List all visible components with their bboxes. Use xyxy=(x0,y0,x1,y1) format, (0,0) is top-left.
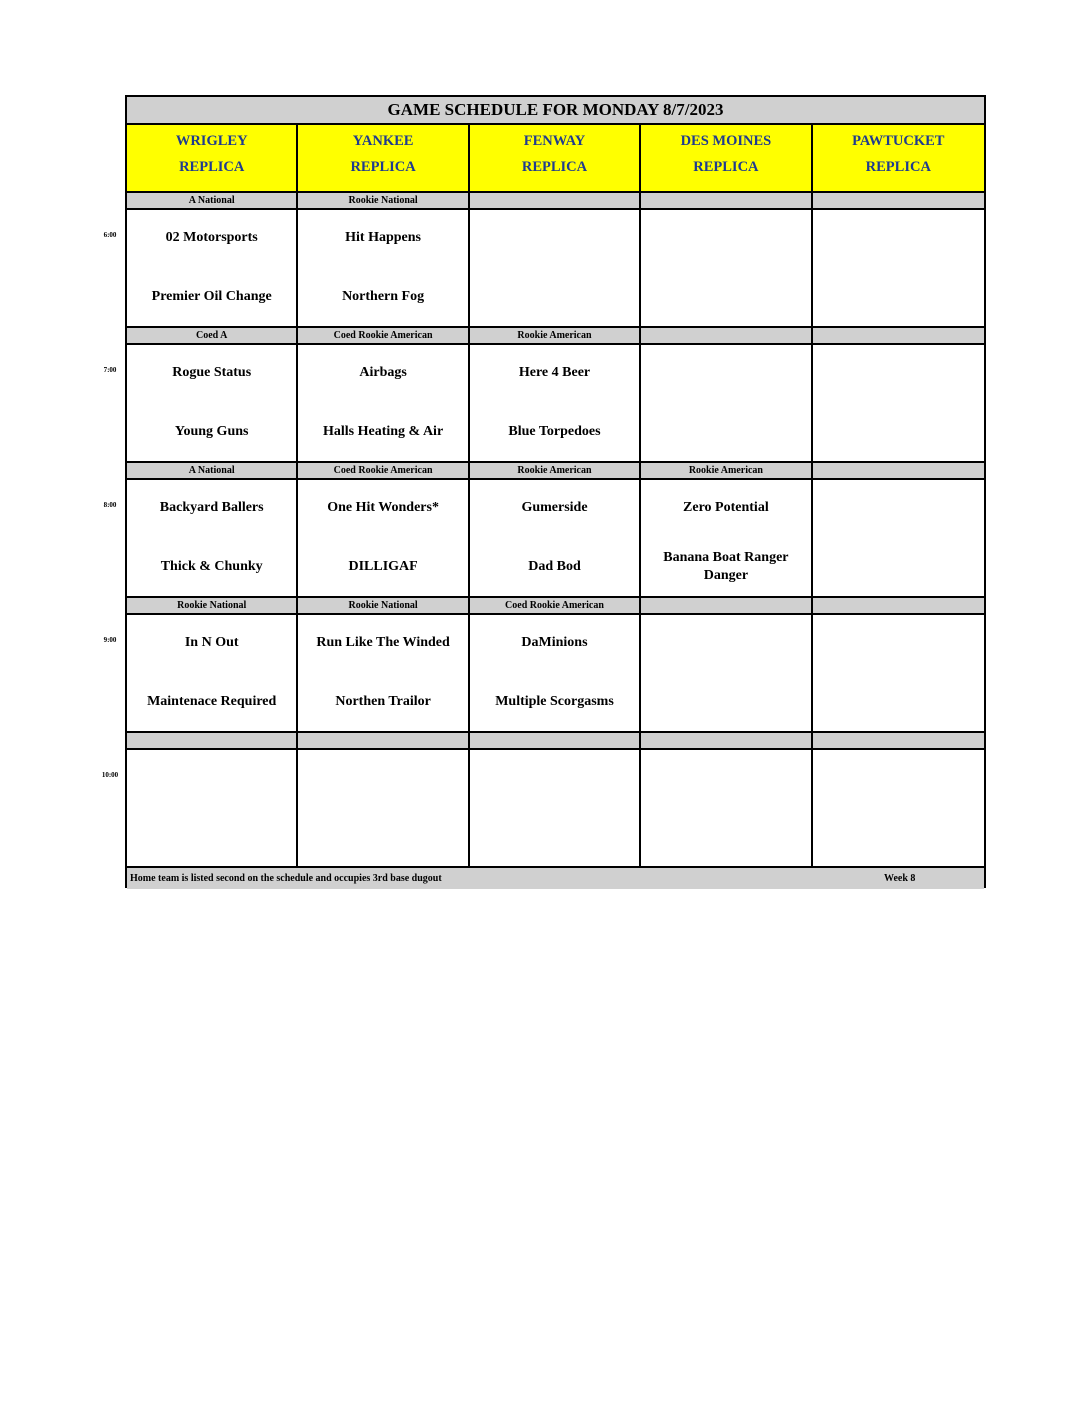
division-label xyxy=(813,328,984,343)
game-cell xyxy=(641,210,812,326)
schedule-title: GAME SCHEDULE FOR MONDAY 8/7/2023 xyxy=(127,97,984,125)
field-name: YANKEE xyxy=(352,133,414,149)
division-label xyxy=(298,733,469,748)
game-cell xyxy=(298,210,469,326)
game-cell xyxy=(813,345,984,461)
division-row xyxy=(127,463,984,480)
division-label xyxy=(813,598,984,613)
division-label xyxy=(641,598,812,613)
game-cell xyxy=(813,750,984,866)
game-row xyxy=(127,615,984,733)
time-label: 7:00 xyxy=(103,366,117,374)
away-team: DaMinions xyxy=(521,635,588,650)
field-name: DES MOINES xyxy=(680,133,772,149)
division-label: Coed A xyxy=(127,328,298,343)
division-label xyxy=(813,193,984,208)
home-team: Premier Oil Change xyxy=(151,289,272,304)
division-label: A National xyxy=(127,463,298,478)
away-team: 02 Motorsports xyxy=(165,230,258,245)
division-label xyxy=(127,733,298,748)
away-team: Run Like The Winded xyxy=(316,635,450,650)
game-cell xyxy=(641,750,812,866)
game-row xyxy=(127,345,984,463)
division-label: Rookie American xyxy=(470,463,641,478)
division-label xyxy=(641,193,812,208)
away-team: One Hit Wonders* xyxy=(327,500,439,515)
game-cell xyxy=(298,615,469,731)
game-cell xyxy=(127,210,298,326)
field-sub: REPLICA xyxy=(179,159,245,175)
field-header-des-moines xyxy=(641,125,812,191)
field-header-wrigley xyxy=(127,125,298,191)
time-label: 6:00 xyxy=(103,231,117,239)
home-team: Northern Fog xyxy=(342,289,425,304)
game-cell xyxy=(470,210,641,326)
field-header-pawtucket xyxy=(813,125,984,191)
game-row xyxy=(127,480,984,598)
game-cell xyxy=(127,345,298,461)
game-cell xyxy=(298,480,469,596)
game-cell xyxy=(127,480,298,596)
division-label xyxy=(470,193,641,208)
division-row xyxy=(127,598,984,615)
division-label xyxy=(641,733,812,748)
division-label: Coed Rookie American xyxy=(298,463,469,478)
field-sub: REPLICA xyxy=(693,159,759,175)
home-team: Maintenace Required xyxy=(147,694,277,709)
game-cell xyxy=(813,480,984,596)
game-cell xyxy=(298,750,469,866)
field-sub: REPLICA xyxy=(521,159,588,175)
home-team: Halls Heating & Air xyxy=(323,424,444,439)
footer-note: Home team is listed second on the schedule and occupies 3rd base dugout xyxy=(130,873,442,884)
home-team: Multiple Scorgasms xyxy=(495,694,614,709)
away-team: Zero Potential xyxy=(683,500,769,515)
division-label: Rookie National xyxy=(298,193,469,208)
game-row xyxy=(127,210,984,328)
field-header-fenway xyxy=(470,125,641,191)
time-label: 8:00 xyxy=(103,501,117,509)
game-row xyxy=(127,750,984,868)
field-name: FENWAY xyxy=(523,133,586,149)
division-label: A National xyxy=(127,193,298,208)
away-team: Here 4 Beer xyxy=(518,365,591,380)
field-header-row xyxy=(127,125,984,193)
division-label: Coed Rookie American xyxy=(470,598,641,613)
home-team: DILLIGAF xyxy=(348,559,418,574)
away-team: Rogue Status xyxy=(172,365,252,380)
division-row xyxy=(127,733,984,750)
away-team: In N Out xyxy=(184,635,239,650)
division-label xyxy=(470,733,641,748)
home-team: Northen Trailor xyxy=(335,694,431,709)
away-team: Gumerside xyxy=(521,500,588,515)
game-cell xyxy=(127,750,298,866)
field-header-yankee xyxy=(298,125,469,191)
away-team: Backyard Ballers xyxy=(159,500,264,515)
time-label: 9:00 xyxy=(103,636,117,644)
away-team: Hit Happens xyxy=(345,230,422,245)
division-label: Rookie National xyxy=(298,598,469,613)
schedule-footer xyxy=(127,868,984,889)
game-cell xyxy=(470,615,641,731)
field-sub: REPLICA xyxy=(865,159,931,175)
division-label: Rookie American xyxy=(470,328,641,343)
home-team: Thick & Chunky xyxy=(160,559,263,574)
home-team: Banana Boat Ranger Danger xyxy=(663,550,789,583)
division-row xyxy=(127,193,984,210)
game-cell xyxy=(641,345,812,461)
division-label: Rookie American xyxy=(641,463,812,478)
division-label xyxy=(813,733,984,748)
game-cell xyxy=(298,345,469,461)
time-label: 10:00 xyxy=(101,771,119,779)
field-sub: REPLICA xyxy=(350,159,416,175)
time-slots xyxy=(127,193,984,868)
schedule-table xyxy=(125,95,986,888)
field-name: PAWTUCKET xyxy=(852,133,945,149)
division-label: Rookie National xyxy=(127,598,298,613)
away-team: Airbags xyxy=(359,365,407,380)
division-label: Coed Rookie American xyxy=(298,328,469,343)
home-team: Dad Bod xyxy=(528,559,581,574)
game-cell xyxy=(641,480,812,596)
division-label xyxy=(813,463,984,478)
game-cell xyxy=(470,480,641,596)
game-cell xyxy=(813,210,984,326)
home-team: Young Guns xyxy=(174,424,249,439)
game-cell xyxy=(813,615,984,731)
division-row xyxy=(127,328,984,345)
time-column xyxy=(96,0,124,900)
game-cell xyxy=(470,345,641,461)
home-team: Blue Torpedoes xyxy=(508,424,601,439)
game-cell xyxy=(641,615,812,731)
game-cell xyxy=(470,750,641,866)
field-name: WRIGLEY xyxy=(175,133,248,149)
week-label: Week 8 xyxy=(884,873,916,884)
game-cell xyxy=(127,615,298,731)
division-label xyxy=(641,328,812,343)
